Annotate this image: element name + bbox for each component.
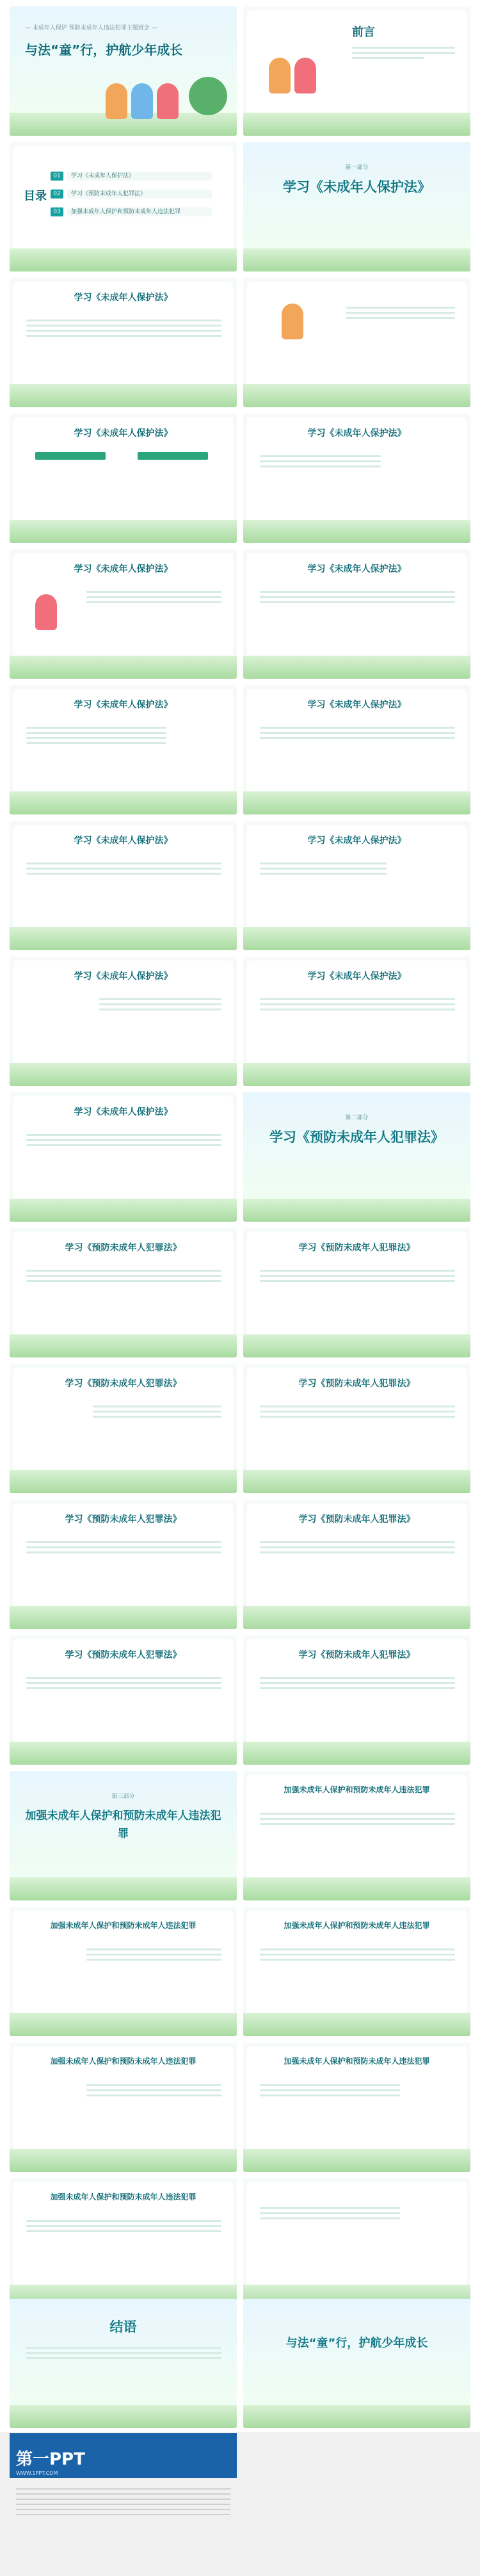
- tree-icon: [189, 77, 227, 115]
- grass-band: [243, 113, 470, 136]
- slide-toc[interactable]: 目录 01 学习《未成年人保护法》 02 学习《预防未成年人犯罪法》 03 加强未成年人保护和预防未成年人违法犯罪: [10, 142, 237, 271]
- slide-content[interactable]: 学习《未成年人保护法》: [243, 414, 470, 543]
- slide-content[interactable]: 学习《预防未成年人犯罪法》: [10, 1364, 237, 1493]
- toc-item[interactable]: 学习《预防未成年人犯罪法》: [67, 190, 212, 198]
- cover-title: 与法“童”行，护航少年成长: [25, 42, 183, 58]
- slide-content[interactable]: 学习《未成年人保护法》: [10, 821, 237, 950]
- kid-figure: [157, 83, 179, 119]
- cover-kicker: — 未成年人保护 预防未成年人违法犯罪主题班会 —: [25, 25, 157, 31]
- toc-label: 目录: [24, 190, 47, 203]
- slide-content[interactable]: 学习《未成年人保护法》: [243, 821, 470, 950]
- toc-item[interactable]: 加强未成年人保护和预防未成年人违法犯罪: [67, 207, 212, 216]
- slide-content[interactable]: 学习《未成年人保护法》: [243, 549, 470, 679]
- toc-item[interactable]: 学习《未成年人保护法》: [67, 172, 212, 181]
- slide-part3[interactable]: 第三部分 加强未成年人保护和预防未成年人违法犯罪: [10, 1771, 237, 1900]
- grass-band: [10, 248, 237, 271]
- slide-content[interactable]: 学习《预防未成年人犯罪法》: [10, 1500, 237, 1629]
- brand-logo[interactable]: 第一PPT: [16, 2450, 85, 2469]
- slide-cover[interactable]: [10, 6, 237, 136]
- slide-preface[interactable]: [243, 6, 470, 136]
- slide-content[interactable]: 加强未成年人保护和预防未成年人违法犯罪: [243, 1771, 470, 1900]
- slide-part1[interactable]: [243, 142, 470, 271]
- slide-content[interactable]: 加强未成年人保护和预防未成年人违法犯罪: [10, 2178, 237, 2308]
- slide-content[interactable]: 学习《未成年人保护法》: [243, 685, 470, 814]
- slide-content[interactable]: 加强未成年人保护和预防未成年人违法犯罪: [10, 2043, 237, 2172]
- slide-content[interactable]: 学习《未成年人保护法》: [243, 957, 470, 1086]
- kid-figure: [106, 83, 127, 119]
- slide-title: 前言: [352, 26, 375, 39]
- grass-band: [243, 248, 470, 271]
- kid-figure: [269, 58, 291, 93]
- slide-content[interactable]: 学习《预防未成年人犯罪法》: [243, 1228, 470, 1357]
- brand-url[interactable]: WWW.1PPT.COM: [16, 2470, 58, 2476]
- slide-content[interactable]: 学习《预防未成年人犯罪法》: [10, 1635, 237, 1765]
- slide-content[interactable]: 加强未成年人保护和预防未成年人违法犯罪: [243, 1907, 470, 2036]
- slide-end[interactable]: 与法“童”行，护航少年成长: [243, 2299, 470, 2428]
- slide-content[interactable]: 学习《未成年人保护法》: [10, 957, 237, 1086]
- slide-content[interactable]: 加强未成年人保护和预防未成年人违法犯罪: [243, 2043, 470, 2172]
- slide-content[interactable]: 学习《预防未成年人犯罪法》: [243, 1500, 470, 1629]
- slide-content[interactable]: 学习《未成年人保护法》: [10, 685, 237, 814]
- slide-content[interactable]: 学习《未成年人保护法》: [10, 1092, 237, 1222]
- slide-content[interactable]: [243, 2178, 470, 2308]
- slide-content[interactable]: 学习《未成年人保护法》: [10, 278, 237, 407]
- slide-content[interactable]: [243, 278, 470, 407]
- slide-content[interactable]: 学习《未成年人保护法》: [10, 414, 237, 543]
- slide-part2[interactable]: 第二部分 学习《预防未成年人犯罪法》: [243, 1092, 470, 1222]
- slide-conclusion[interactable]: 结语: [10, 2299, 237, 2428]
- slide-content[interactable]: 学习《未成年人保护法》: [10, 549, 237, 679]
- part-title: 学习《未成年人保护法》: [283, 179, 431, 195]
- kid-figure: [294, 58, 316, 93]
- slide-content[interactable]: 学习《预防未成年人犯罪法》: [243, 1635, 470, 1765]
- slide-content[interactable]: 学习《预防未成年人犯罪法》: [10, 1228, 237, 1357]
- kid-figure: [131, 83, 153, 119]
- slide-content[interactable]: 学习《预防未成年人犯罪法》: [243, 1364, 470, 1493]
- part-kicker: 第一部分: [345, 165, 369, 171]
- slide-content[interactable]: 加强未成年人保护和预防未成年人违法犯罪: [10, 1907, 237, 2036]
- credits: [10, 2484, 237, 2568]
